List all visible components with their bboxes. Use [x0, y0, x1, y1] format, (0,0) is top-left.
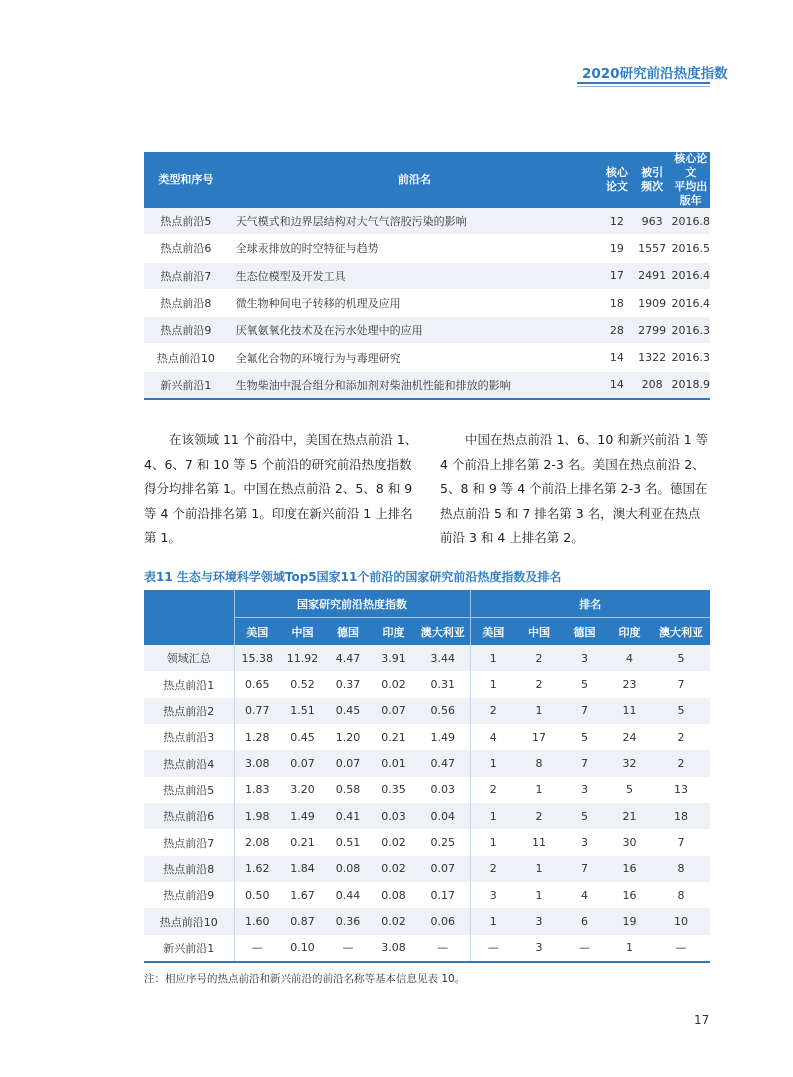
table-row — [144, 371, 710, 399]
index-cell: 3.08 — [371, 935, 416, 962]
country-header-usa: 美国 — [234, 618, 280, 646]
row-label-cell: 热点前沿3 — [144, 724, 234, 750]
index-cell: 0.45 — [280, 724, 325, 750]
index-cell: 0.17 — [416, 882, 470, 908]
rank-cell: 1 — [516, 698, 562, 724]
row-core-papers-cell: 19 — [601, 235, 633, 262]
row-avg-year-cell: 2016.5 — [671, 235, 710, 262]
rank-cell: 1 — [470, 671, 516, 697]
row-type-cell: 热点前沿7 — [144, 262, 228, 289]
rank-header-australia: 澳大利亚 — [652, 618, 710, 646]
row-core-papers-cell: 14 — [601, 344, 633, 371]
row-citations-cell: 2799 — [633, 317, 672, 344]
row-label-cell: 热点前沿6 — [144, 803, 234, 829]
table-row — [144, 829, 710, 855]
index-cell: 0.31 — [416, 671, 470, 697]
rank-cell: 16 — [607, 856, 652, 882]
rank-cell: 3 — [516, 908, 562, 934]
col-header-avg-year: 核心论文 平均出版年 — [671, 152, 710, 208]
index-cell: 0.65 — [234, 671, 280, 697]
rank-cell: 7 — [562, 856, 607, 882]
rank-cell: 24 — [607, 724, 652, 750]
running-header-title: 2020研究前沿热度指数 — [582, 66, 728, 82]
index-cell: 0.47 — [416, 750, 470, 776]
row-avg-year-cell: 2016.4 — [671, 262, 710, 289]
index-cell: 1.83 — [234, 777, 280, 803]
index-cell: 0.07 — [280, 750, 325, 776]
row-avg-year-cell: 2018.9 — [671, 371, 710, 399]
index-cell: 0.08 — [371, 882, 416, 908]
row-core-papers-cell: 12 — [601, 208, 633, 235]
row-label-cell: 领域汇总 — [144, 645, 234, 671]
index-cell: 3.08 — [234, 750, 280, 776]
rank-cell: 1 — [516, 856, 562, 882]
row-avg-year-cell: 2016.4 — [671, 289, 710, 316]
rank-cell: 17 — [516, 724, 562, 750]
index-cell: 0.07 — [416, 856, 470, 882]
frontier-table-header-row — [144, 152, 710, 208]
row-label-cell: 新兴前沿1 — [144, 935, 234, 962]
rank-header-india: 印度 — [607, 618, 652, 646]
rank-cell: 8 — [652, 856, 710, 882]
index-cell: 0.77 — [234, 698, 280, 724]
rank-cell: 3 — [562, 777, 607, 803]
rank-cell: 7 — [562, 750, 607, 776]
rank-cell: 5 — [652, 698, 710, 724]
table-note: 注：相应序号的热点前沿和新兴前沿的前沿名称等基本信息见表 10。 — [144, 973, 466, 985]
index-cell: 0.02 — [371, 908, 416, 934]
index-cell: 1.51 — [280, 698, 325, 724]
col-header-core-papers: 核心 论文 — [601, 152, 633, 208]
row-label-cell: 热点前沿5 — [144, 777, 234, 803]
row-name-cell: 厌氧氨氧化技术及在污水处理中的应用 — [228, 317, 601, 344]
rank-header-usa: 美国 — [470, 618, 516, 646]
rank-cell: 2 — [470, 856, 516, 882]
header-rule-thin — [577, 86, 710, 87]
rank-cell: 5 — [562, 803, 607, 829]
index-cell: 0.51 — [325, 829, 371, 855]
table-row — [144, 777, 710, 803]
index-cell: 1.60 — [234, 908, 280, 934]
country-header-australia: 澳大利亚 — [416, 618, 470, 646]
rank-cell: — — [562, 935, 607, 962]
table-row — [144, 698, 710, 724]
row-type-cell: 热点前沿5 — [144, 208, 228, 235]
rank-cell: 13 — [652, 777, 710, 803]
index-cell: 0.35 — [371, 777, 416, 803]
index-cell: 0.02 — [371, 829, 416, 855]
rank-cell: 3 — [516, 935, 562, 962]
index-cell: 0.44 — [325, 882, 371, 908]
rank-cell: 11 — [607, 698, 652, 724]
index-cell: 1.67 — [280, 882, 325, 908]
index-cell: 1.49 — [416, 724, 470, 750]
table-row — [144, 671, 710, 697]
rank-cell: 5 — [562, 671, 607, 697]
index-cell: 0.04 — [416, 803, 470, 829]
row-avg-year-cell: 2016.3 — [671, 317, 710, 344]
index-cell: 0.06 — [416, 908, 470, 934]
row-citations-cell: 1322 — [633, 344, 672, 371]
table-row — [144, 750, 710, 776]
row-name-cell: 微生物种间电子转移的机理及应用 — [228, 289, 601, 316]
index-cell: 0.08 — [325, 856, 371, 882]
group-header-rank: 排名 — [470, 590, 710, 618]
rank-cell: 1 — [516, 882, 562, 908]
rank-cell: 11 — [516, 829, 562, 855]
rank-cell: — — [470, 935, 516, 962]
row-name-cell: 全氟化合物的环境行为与毒理研究 — [228, 344, 601, 371]
rank-cell: 1 — [470, 908, 516, 934]
rank-cell: 1 — [470, 803, 516, 829]
rank-cell: 2 — [516, 803, 562, 829]
rank-cell: 6 — [562, 908, 607, 934]
rank-cell: 7 — [562, 698, 607, 724]
index-cell: 1.49 — [280, 803, 325, 829]
col-header-type: 类型和序号 — [144, 152, 228, 208]
table-row — [144, 645, 710, 671]
row-label-cell: 热点前沿9 — [144, 882, 234, 908]
rank-cell: 7 — [652, 829, 710, 855]
rank-cell: 4 — [607, 645, 652, 671]
rank-cell: 18 — [652, 803, 710, 829]
rank-cell: 3 — [562, 829, 607, 855]
rank-cell: 4 — [562, 882, 607, 908]
index-cell: 0.03 — [416, 777, 470, 803]
rank-cell: 2 — [470, 698, 516, 724]
index-cell: 0.10 — [280, 935, 325, 962]
index-cell: 2.08 — [234, 829, 280, 855]
rank-cell: — — [652, 935, 710, 962]
table-row — [144, 935, 710, 962]
row-avg-year-cell: 2016.8 — [671, 208, 710, 235]
rank-cell: 8 — [652, 882, 710, 908]
row-label-cell: 热点前沿2 — [144, 698, 234, 724]
table-row — [144, 208, 710, 235]
index-cell: 0.36 — [325, 908, 371, 934]
index-cell: 0.03 — [371, 803, 416, 829]
index-cell: 0.07 — [371, 698, 416, 724]
row-name-cell: 生物柴油中混合组分和添加剂对柴油机性能和排放的影响 — [228, 371, 601, 399]
index-cell: 0.25 — [416, 829, 470, 855]
index-cell: 1.20 — [325, 724, 371, 750]
index-cell: 3.91 — [371, 645, 416, 671]
rank-cell: 1 — [607, 935, 652, 962]
table-row — [144, 882, 710, 908]
row-type-cell: 热点前沿6 — [144, 235, 228, 262]
table-row — [144, 724, 710, 750]
rank-cell: 2 — [652, 724, 710, 750]
rank-cell: 21 — [607, 803, 652, 829]
paragraph-left-text: 在该领域 11 个前沿中，美国在热点前沿 1、4、6、7 和 10 等 5 个前沿的研究前沿热度指数得分均排名第 1。中国在热点前沿 2、5、8 和 9 等 4 个前沿排名第 1。印度在新兴前沿 1 上排名第 1。 — [144, 432, 418, 545]
row-core-papers-cell: 14 — [601, 371, 633, 399]
index-cell: — — [325, 935, 371, 962]
rank-cell: 4 — [470, 724, 516, 750]
row-label-cell: 热点前沿8 — [144, 856, 234, 882]
paragraph-right-text: 中国在热点前沿 1、6、10 和新兴前沿 1 等 4 个前沿上排名第 2-3 名。美国在热点前沿 2、5、8 和 9 等 4 个前沿上排名第 2-3 名。德国在热点前沿 5 和 7 排名第 3 名，澳大利亚在热点前沿 3 和 4 上排名第 2。 — [440, 432, 709, 545]
rank-cell: 10 — [652, 908, 710, 934]
group-header-index: 国家研究前沿热度指数 — [234, 590, 470, 618]
table-row — [144, 803, 710, 829]
row-core-papers-cell: 28 — [601, 317, 633, 344]
index-cell: 0.01 — [371, 750, 416, 776]
index-cell: 0.52 — [280, 671, 325, 697]
rank-header-china: 中国 — [516, 618, 562, 646]
index-cell: 0.58 — [325, 777, 371, 803]
row-type-cell: 热点前沿10 — [144, 344, 228, 371]
rank-cell: 19 — [607, 908, 652, 934]
rank-cell: 5 — [652, 645, 710, 671]
index-cell: 1.84 — [280, 856, 325, 882]
index-cell: — — [416, 935, 470, 962]
rank-cell: 2 — [470, 777, 516, 803]
index-cell: 0.02 — [371, 856, 416, 882]
table-row — [144, 908, 710, 934]
table-row — [144, 289, 710, 316]
row-label-cell: 热点前沿10 — [144, 908, 234, 934]
rank-cell: 30 — [607, 829, 652, 855]
index-cell: 3.20 — [280, 777, 325, 803]
row-name-cell: 天气模式和边界层结构对大气气溶胶污染的影响 — [228, 208, 601, 235]
rank-cell: 3 — [562, 645, 607, 671]
index-cell: 4.47 — [325, 645, 371, 671]
row-avg-year-cell: 2016.3 — [671, 344, 710, 371]
index-cell: 0.87 — [280, 908, 325, 934]
row-citations-cell: 963 — [633, 208, 672, 235]
rank-cell: 5 — [607, 777, 652, 803]
index-cell: 15.38 — [234, 645, 280, 671]
index-cell: 1.28 — [234, 724, 280, 750]
row-core-papers-cell: 18 — [601, 289, 633, 316]
index-cell: 0.07 — [325, 750, 371, 776]
index-cell: 0.50 — [234, 882, 280, 908]
col-header-name: 前沿名 — [228, 152, 601, 208]
rank-cell: 2 — [516, 671, 562, 697]
table-caption: 表11 生态与环境科学领域Top5国家11个前沿的国家研究前沿热度指数及排名 — [144, 570, 562, 584]
index-cell: — — [234, 935, 280, 962]
row-type-cell: 热点前沿8 — [144, 289, 228, 316]
row-citations-cell: 1909 — [633, 289, 672, 316]
paragraph-left — [144, 428, 420, 551]
index-cell: 1.62 — [234, 856, 280, 882]
row-name-cell: 生态位模型及开发工具 — [228, 262, 601, 289]
paragraph-right — [440, 428, 712, 551]
row-label-cell: 热点前沿1 — [144, 671, 234, 697]
group-header-row — [144, 590, 710, 618]
rank-cell: 8 — [516, 750, 562, 776]
row-citations-cell: 208 — [633, 371, 672, 399]
rank-cell: 5 — [562, 724, 607, 750]
rank-cell: 16 — [607, 882, 652, 908]
index-cell: 0.21 — [371, 724, 416, 750]
rank-cell: 1 — [470, 750, 516, 776]
table-row — [144, 317, 710, 344]
country-header-germany: 德国 — [325, 618, 371, 646]
page-number: 17 — [694, 1013, 710, 1027]
index-cell: 0.21 — [280, 829, 325, 855]
index-cell: 0.02 — [371, 671, 416, 697]
rank-cell: 7 — [652, 671, 710, 697]
country-index-table — [144, 590, 710, 963]
row-label-cell: 热点前沿7 — [144, 829, 234, 855]
corner-header — [144, 590, 234, 645]
row-type-cell: 热点前沿9 — [144, 317, 228, 344]
index-cell: 0.56 — [416, 698, 470, 724]
country-header-china: 中国 — [280, 618, 325, 646]
frontier-table — [144, 152, 710, 400]
table-row — [144, 344, 710, 371]
index-cell: 11.92 — [280, 645, 325, 671]
header-rule — [577, 82, 710, 84]
index-cell: 0.45 — [325, 698, 371, 724]
row-citations-cell: 1557 — [633, 235, 672, 262]
rank-cell: 23 — [607, 671, 652, 697]
rank-cell: 1 — [470, 829, 516, 855]
index-cell: 0.37 — [325, 671, 371, 697]
index-cell: 0.41 — [325, 803, 371, 829]
row-citations-cell: 2491 — [633, 262, 672, 289]
rank-cell: 3 — [470, 882, 516, 908]
rank-header-germany: 德国 — [562, 618, 607, 646]
col-header-citations: 被引 频次 — [633, 152, 672, 208]
country-header-india: 印度 — [371, 618, 416, 646]
row-core-papers-cell: 17 — [601, 262, 633, 289]
row-name-cell: 全球汞排放的时空特征与趋势 — [228, 235, 601, 262]
row-type-cell: 新兴前沿1 — [144, 371, 228, 399]
rank-cell: 2 — [652, 750, 710, 776]
rank-cell: 2 — [516, 645, 562, 671]
table-row — [144, 235, 710, 262]
table-row — [144, 262, 710, 289]
index-cell: 1.98 — [234, 803, 280, 829]
row-label-cell: 热点前沿4 — [144, 750, 234, 776]
index-cell: 3.44 — [416, 645, 470, 671]
rank-cell: 32 — [607, 750, 652, 776]
rank-cell: 1 — [470, 645, 516, 671]
table-row — [144, 856, 710, 882]
rank-cell: 1 — [516, 777, 562, 803]
